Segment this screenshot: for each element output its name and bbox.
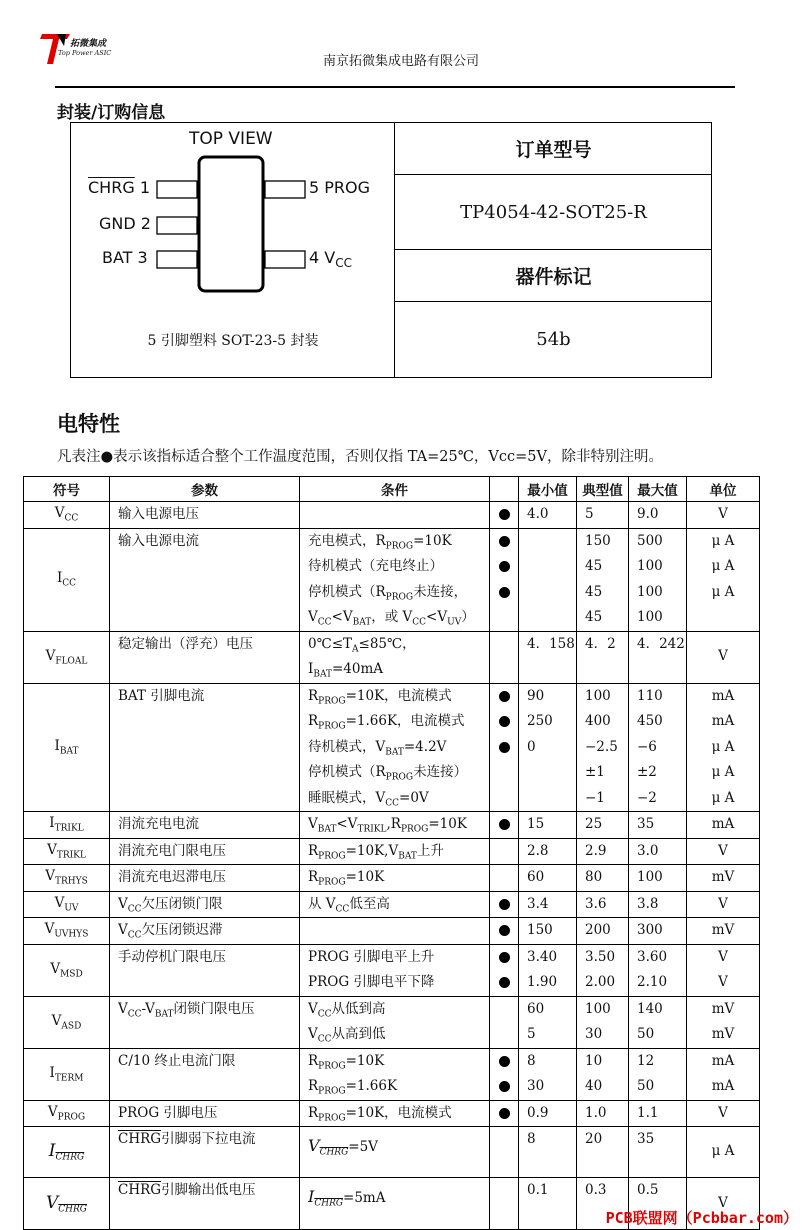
- cond-cell: PROG 引脚电平上升 PROG 引脚电平下降: [300, 944, 490, 996]
- symbol-cell: $V_{ASD}$: [24, 996, 110, 1048]
- typ-cell: 1.0: [577, 1100, 629, 1127]
- header-cond: 条件: [300, 477, 490, 502]
- symbol-cell: $V_{MSD}$: [24, 944, 110, 996]
- max-cell: 12 50: [629, 1048, 687, 1100]
- cond-cell: $R_{PROG}=10K$ $R_{PROG}=1.66K$: [300, 1048, 490, 1100]
- table-row: [24, 1127, 760, 1178]
- bullet-icon: [499, 509, 510, 520]
- min-cell: 4．158: [519, 631, 577, 683]
- symbol-cell: $V_{CHRG}$: [24, 1178, 110, 1230]
- bullet-icon: [499, 1108, 510, 1119]
- param-cell: 输入电源电流: [110, 528, 300, 631]
- symbol-cell: $V_{UVHYS}$: [24, 918, 110, 945]
- symbol-cell: $I_{TRIKL}$: [24, 812, 110, 839]
- max-cell: 9.0: [629, 502, 687, 529]
- cond-cell: [300, 502, 490, 529]
- table-header-row: [24, 477, 760, 502]
- max-cell: 3.0: [629, 838, 687, 865]
- unit-cell: μ A: [687, 1127, 760, 1178]
- param-cell: $V_{CC}$欠压闭锁门限: [110, 891, 300, 918]
- symbol-cell: $V_{PROG}$: [24, 1100, 110, 1127]
- typ-cell: 100 30: [577, 996, 629, 1048]
- logo-text: 拓微集成: [70, 39, 107, 49]
- param-cell: CHRG引脚输出低电压: [110, 1178, 300, 1230]
- symbol-cell: $I_{TERM}$: [24, 1048, 110, 1100]
- electrical-note: 凡表注●表示该指标适合整个工作温度范围，否则仅指 TA=25℃，Vcc=5V，除非特别注明。: [57, 449, 663, 465]
- min-cell: 60 5: [519, 996, 577, 1048]
- unit-cell: mA mA μ A μ A μ A: [687, 683, 760, 812]
- cond-cell: $V_{BAT}<V_{TRIKL},R_{PROG}=10K$: [300, 812, 490, 839]
- header-param: 参数: [110, 477, 300, 502]
- header-divider: [55, 86, 735, 88]
- min-cell: 15: [519, 812, 577, 839]
- bullet-icon: [499, 819, 510, 830]
- unit-cell: V: [687, 631, 760, 683]
- symbol-cell: $V_{FLOAL}$: [24, 631, 110, 683]
- mark-label: 器件标记: [395, 250, 712, 302]
- max-cell: 1.1: [629, 1100, 687, 1127]
- dot-cell: [490, 838, 519, 865]
- bullet-icon: [499, 899, 510, 910]
- unit-cell: V: [687, 1100, 760, 1127]
- typ-cell: 25: [577, 812, 629, 839]
- min-cell: 3.40 1.90: [519, 944, 577, 996]
- symbol-cell: $I_{CC}$: [24, 528, 110, 631]
- header-typ: 典型值: [577, 477, 629, 502]
- cond-cell: 充电模式，$R_{PROG}=10K$ 待机模式（充电终止） 停机模式（$R_{PROG}$未连接， $V_{CC}<V_{BAT}$，或 $V_{CC}<V_{UV}$）: [300, 528, 490, 631]
- typ-cell: 80: [577, 865, 629, 892]
- max-cell: 0.5: [629, 1178, 687, 1230]
- param-cell: $V_{CC}-V_{BAT}$闭锁门限电压: [110, 996, 300, 1048]
- cond-cell: 从 $V_{CC}$低至高: [300, 891, 490, 918]
- order-value: TP4054-42-SOT25-R: [395, 175, 712, 250]
- min-cell: 8: [519, 1127, 577, 1178]
- unit-cell: mA mA: [687, 1048, 760, 1100]
- max-cell: 4．242: [629, 631, 687, 683]
- dot-cell: [490, 996, 519, 1048]
- param-cell: CHRG引脚弱下拉电流: [110, 1127, 300, 1178]
- max-cell: 100: [629, 865, 687, 892]
- param-cell: 稳定输出（浮充）电压: [110, 631, 300, 683]
- cond-cell: $R_{PROG}=10K$，电流模式: [300, 1100, 490, 1127]
- table-row: [24, 918, 760, 945]
- param-cell: 涓流充电迟滞电压: [110, 865, 300, 892]
- typ-cell: 10 40: [577, 1048, 629, 1100]
- unit-cell: mV mV: [687, 996, 760, 1048]
- typ-cell: 20: [577, 1127, 629, 1178]
- cond-cell: $R_{PROG}=10K$: [300, 865, 490, 892]
- dot-cell: [490, 865, 519, 892]
- pin-3-label: BAT 3: [102, 248, 148, 267]
- param-cell: 手动停机门限电压: [110, 944, 300, 996]
- dot-cell: [490, 812, 519, 839]
- bullet-icon: [499, 691, 510, 702]
- min-cell: 150: [519, 918, 577, 945]
- cond-cell: [300, 918, 490, 945]
- company-name: 南京拓微集成电路有限公司: [322, 54, 479, 69]
- table-row: [24, 683, 760, 812]
- min-cell: 8 30: [519, 1048, 577, 1100]
- param-cell: $V_{CC}$欠压闭锁迟滞: [110, 918, 300, 945]
- table-row: [24, 996, 760, 1048]
- unit-cell: V: [687, 502, 760, 529]
- symbol-cell: $I_{CHRG}$: [24, 1127, 110, 1178]
- max-cell: 140 50: [629, 996, 687, 1048]
- table-row: [24, 502, 760, 529]
- pin-2-label: GND 2: [99, 214, 151, 233]
- dot-cell: [490, 683, 519, 812]
- min-cell: [519, 528, 577, 631]
- max-cell: 110 450 −6 ±2 −2: [629, 683, 687, 812]
- package-box: [70, 122, 712, 378]
- bullet-icon: [499, 587, 510, 598]
- table-row: [24, 1048, 760, 1100]
- pin-1-label: CHRG 1: [88, 178, 150, 197]
- min-cell: 2.8: [519, 838, 577, 865]
- bullet-icon: [499, 716, 510, 727]
- param-cell: 输入电源电压: [110, 502, 300, 529]
- top-view-label: TOP VIEW: [189, 129, 273, 149]
- order-label: 订单型号: [395, 123, 712, 175]
- typ-cell: 3.50 2.00: [577, 944, 629, 996]
- param-cell: 涓流充电电流: [110, 812, 300, 839]
- table-row: [24, 865, 760, 892]
- table-row: [24, 891, 760, 918]
- unit-cell: mV: [687, 865, 760, 892]
- symbol-cell: $V_{TRIKL}$: [24, 838, 110, 865]
- typ-cell: 0.3: [577, 1178, 629, 1230]
- unit-cell: V: [687, 1178, 760, 1230]
- dot-cell: [490, 631, 519, 683]
- dot-cell: [490, 1100, 519, 1127]
- pinout-diagram: [71, 123, 395, 377]
- unit-cell: V: [687, 891, 760, 918]
- cond-cell: $V_{CHRG}=5V$: [300, 1127, 490, 1178]
- typ-cell: 4．2: [577, 631, 629, 683]
- bullet-icon: [499, 1081, 510, 1092]
- max-cell: 300: [629, 918, 687, 945]
- dot-cell: [490, 1048, 519, 1100]
- dot-cell: [490, 502, 519, 529]
- bullet-icon: [499, 561, 510, 572]
- table-row: [24, 631, 760, 683]
- min-cell: 4.0: [519, 502, 577, 529]
- cond-cell: $0℃\le T_A\le 85℃$， $I_{BAT}=40mA$: [300, 631, 490, 683]
- dot-cell: [490, 944, 519, 996]
- dot-cell: [490, 918, 519, 945]
- max-cell: 3.60 2.10: [629, 944, 687, 996]
- unit-cell: μ A μ A μ A: [687, 528, 760, 631]
- max-cell: 35: [629, 1127, 687, 1178]
- unit-cell: V V: [687, 944, 760, 996]
- param-cell: BAT 引脚电流: [110, 683, 300, 812]
- cond-cell: $V_{CC}$从低到高 $V_{CC}$从高到低: [300, 996, 490, 1048]
- pin-4-label: 4 $V_{CC}$: [309, 248, 352, 271]
- typ-cell: 5: [577, 502, 629, 529]
- header-symbol: 符号: [24, 477, 110, 502]
- watermark: PCB联盟网（Pcbbar.com）: [605, 1209, 798, 1227]
- max-cell: 3.8: [629, 891, 687, 918]
- max-cell: 500 100 100 100: [629, 528, 687, 631]
- bullet-icon: [499, 952, 510, 963]
- symbol-cell: $V_{CC}$: [24, 502, 110, 529]
- pin-5-label: 5 PROG: [309, 178, 371, 197]
- cond-cell: $R_{PROG}=10K$，电流模式 $R_{PROG}=1.66K$，电流模式 待机模式，$V_{BAT}=4.2V$ 停机模式（$R_{PROG}$未连接） 睡眠模式，$V_{CC}=0V$: [300, 683, 490, 812]
- param-cell: C/10 终止电流门限: [110, 1048, 300, 1100]
- dot-cell: [490, 1127, 519, 1178]
- symbol-cell: $V_{UV}$: [24, 891, 110, 918]
- max-cell: 35: [629, 812, 687, 839]
- symbol-cell: $I_{BAT}$: [24, 683, 110, 812]
- bullet-icon: [499, 742, 510, 753]
- param-cell: PROG 引脚电压: [110, 1100, 300, 1127]
- typ-cell: 150 45 45 45: [577, 528, 629, 631]
- min-cell: 3.4: [519, 891, 577, 918]
- dot-cell: [490, 528, 519, 631]
- typ-cell: 100 400 −2.5 ±1 −1: [577, 683, 629, 812]
- header-dot: [490, 477, 519, 502]
- bullet-icon: [499, 536, 510, 547]
- table-row: [24, 1100, 760, 1127]
- dot-cell: [490, 1178, 519, 1230]
- table-row: [24, 528, 760, 631]
- param-cell: 涓流充电门限电压: [110, 838, 300, 865]
- header-min: 最小值: [519, 477, 577, 502]
- mark-value: 54b: [536, 329, 571, 350]
- bullet-icon: [499, 1056, 510, 1067]
- table-row: [24, 838, 760, 865]
- min-cell: 0.1: [519, 1178, 577, 1230]
- bullet-icon: [499, 925, 510, 936]
- package-description: 5 引脚塑料 SOT-23-5 封装: [147, 333, 319, 349]
- header-max: 最大值: [629, 477, 687, 502]
- header-unit: 单位: [687, 477, 760, 502]
- unit-cell: V: [687, 838, 760, 865]
- logo-subtext: Top Power ASIC: [58, 49, 112, 57]
- table-row: [24, 812, 760, 839]
- cond-cell: $I_{CHRG}=5mA$: [300, 1178, 490, 1230]
- section-title-package: 封装/订购信息: [57, 103, 166, 123]
- typ-cell: 2.9: [577, 838, 629, 865]
- section-title-electrical: 电特性: [57, 412, 120, 436]
- min-cell: 60: [519, 865, 577, 892]
- spec-table: [23, 476, 760, 1230]
- cond-cell: $R_{PROG}=10K,V_{BAT}$上升: [300, 838, 490, 865]
- table-row: [24, 944, 760, 996]
- dot-cell: [490, 891, 519, 918]
- bullet-icon: [499, 977, 510, 988]
- typ-cell: 3.6: [577, 891, 629, 918]
- min-cell: 90 250 0: [519, 683, 577, 812]
- min-cell: 0.9: [519, 1100, 577, 1127]
- typ-cell: 200: [577, 918, 629, 945]
- symbol-cell: $V_{TRHYS}$: [24, 865, 110, 892]
- unit-cell: mA: [687, 812, 760, 839]
- unit-cell: mV: [687, 918, 760, 945]
